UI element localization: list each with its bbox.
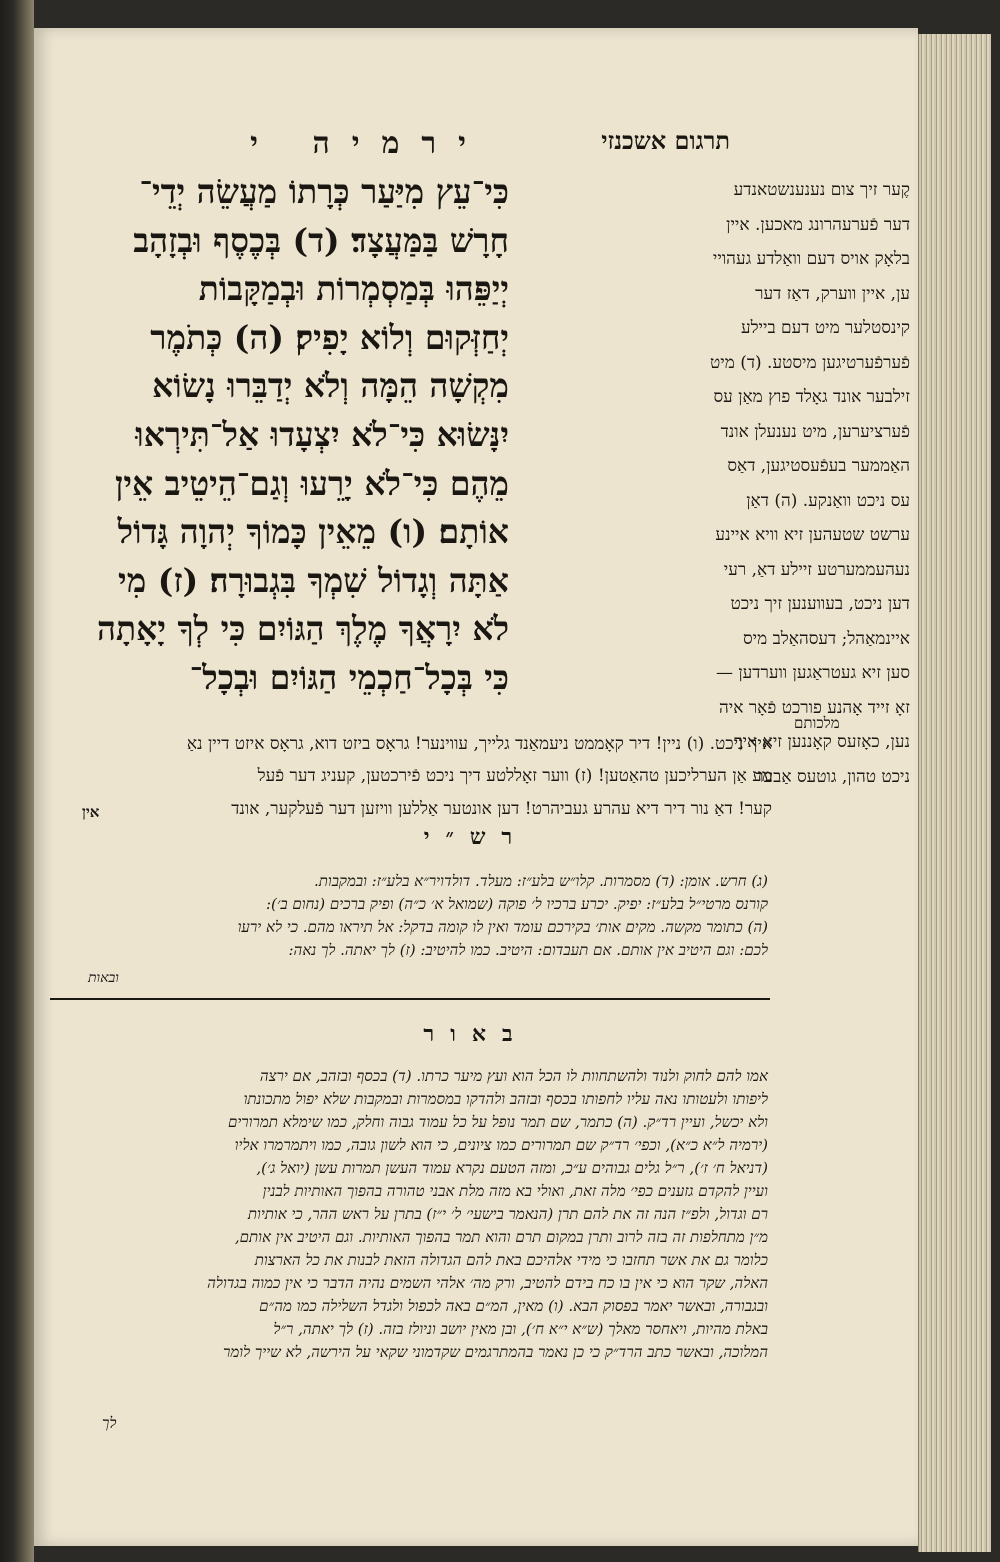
book-chapter-header: ירמיה י <box>250 126 488 161</box>
book-page <box>34 28 918 1546</box>
biur-line: ועיין להקדם גזענים כפי׳ מלה זאת, ואולי בא מזה מלת אבני טהורה בהפוך האותיות לבנין <box>262 1182 768 1200</box>
hebrew-line: יְיַפֵּהוּ בְּמַסְמְרוֹת וּבְמַקָּבוֹת <box>198 269 509 309</box>
biur-line: ליפותו ולעטותו נאה עליו לחפותו בכסף ובזהב ולהדקו במסמרות ובמקבות שלא יפול מתכונתו <box>243 1090 768 1108</box>
catchword-biur: לך <box>102 1414 117 1432</box>
section-divider <box>50 998 770 1000</box>
catchword-translation: אין <box>82 803 100 821</box>
biur-line: (ירמיה ל״א כ״א), וכפי׳ רד״ק שם תמרורים כמו ציונים, כי הוא לשון גובה, כמו ויתמרמרו אליו <box>234 1136 768 1154</box>
translation-line: סען זיא געטראַגען ווערדען — <box>715 663 910 683</box>
translation-line: פֿערציערען, מיט נענעלן אונד <box>720 421 910 442</box>
translation-line: איינמאַהל; דעסהאַלב מיס <box>743 628 910 649</box>
catchword-main: מלכותם <box>794 714 840 732</box>
translation-full-line: איך ניכט. (ו) ניין! דיר קאָממט ניעמאַנד גלייך, עווינער! גראָס ביזט דוא, גראָס איזט דיין נאַ <box>186 734 772 754</box>
translation-column <box>690 173 918 794</box>
hebrew-line: מֵהֶם כִּי־לֹא יָרֵעוּ וְגַם־הֵיטֵיב אֵין <box>114 463 509 503</box>
translation-line: נען, כאָזעס קאָננען זיא איך <box>734 732 910 752</box>
hebrew-text-column <box>97 168 509 703</box>
translation-line: נעהעממערטע זיילע דאַ, רעי <box>723 559 910 580</box>
translation-line: עס ניכט וואַנקע. (ה) דאַן <box>746 490 910 511</box>
translation-line: זאָ זייד אָהנע פורכט פֿאָר איה <box>718 697 910 718</box>
hebrew-line: אַתָּה וְגָדוֹל שִׁמְךָ בִּגְבוּרָה׃ (ז) מִי <box>118 560 509 600</box>
translation-line: האַממער בעפֿעסטיגען, דאַס <box>727 456 910 476</box>
rashi-commentary <box>46 870 768 962</box>
hebrew-line: כִּי בְּכָל־חַכְמֵי הַגּוֹיִם וּבְכָל־ <box>189 657 509 697</box>
translation-line: ניכט טהון, גוטעס אַבער <box>755 766 910 787</box>
hebrew-line: יְחַזְּקוּם וְלוֹא יָפִיק׃ (ה) כְּתֹמֶר <box>150 317 509 357</box>
biur-line: ולא יכשל, ועיין רד״ק. (ה) כתמר, שם תמר נופל על כל עמוד גבוה וחלק, כמו שימלא תמרורים <box>228 1113 768 1131</box>
translation-line: בלאָק אויס דעם וואַלדע געהויי <box>712 249 910 269</box>
biur-line: אמו להם לחוק ולנוד ולהשתחוות לו הכל הוא ועץ מיער כרתו. (ד) בכסף ובזהב, אם ירצה <box>259 1067 768 1085</box>
translation-line: דען ניכט, בעווענען זיך ניכט <box>730 594 910 614</box>
biur-line: מ״ן מתחלפות זה בזה לרוב ותרן במקום תרם והוא תמר בהפוך האותיות. וגם היטיב אין אותם, <box>234 1228 768 1246</box>
translation-line: קֶער זיך צום נענענשטאנדע <box>733 180 910 200</box>
hebrew-line: אוֹתָם׃ (ו) מֵאֵין כָּמוֹךָ יְהוָה גָּדוֹל <box>117 512 509 552</box>
biur-commentary <box>46 1065 768 1364</box>
translation-header: תרגום אשכנזי <box>601 126 730 155</box>
hebrew-line: כִּי־עֵץ מִיַּעַר כְּרָתוֹ מַעֲשֵׂה יְדֵי־ <box>139 172 509 211</box>
hebrew-line: יִנָּשׂוּא כִּי־לֹא יִצְעָדוּ אַל־תִּירְאוּ <box>135 414 509 454</box>
catchword-rashi: ובאות <box>88 970 119 986</box>
hebrew-line: חָרָשׁ בַּמַּעֲצָד׃ (ד) בְּכֶסֶף וּבְזָהָב <box>133 220 509 260</box>
book-spine <box>0 0 34 1562</box>
biur-line: האלה, שקר הוא כי אין בו כח בידם להטיב, ורק מה׳ אלהי השמים נהיה הדבר כי אין כמוה בגדולה <box>207 1274 768 1292</box>
translation-line: זילבער אונד גאָלד פוץ מאַן עס <box>713 387 910 407</box>
biur-line: (דניאל ח׳ ז׳), ר״ל גלים גבוהים ע״כ, ומזה הטעם נקרא עמוד העשן תמרות עשן (יואל ג׳), <box>256 1159 768 1177</box>
rashi-line: קורנס מרטי״ל בלע״ז: יפיק. יכרע ברכיו ל׳ פוקה (שמואל א׳ כ״ה) ופיק ברכים (נחום ב׳): <box>265 895 768 913</box>
biur-heading: באור <box>423 1021 529 1047</box>
translation-line: דער פֿערעהרונג מאכען. איין <box>726 214 910 235</box>
page-edges <box>918 34 991 1552</box>
rashi-line: (ה) כתומר מקשה. מקים אות׳ בקירכם עומד ואין לו קומה בדקל: אל תיראו מהם. כי לא ירעו <box>237 918 768 936</box>
rashi-line: (ג) חרש. אומן: (ד) מסמרות. קלו״ש בלע״ז: מעלד. דולדויר״א בלע״ז: ובמקבות. <box>313 872 768 890</box>
translation-full-line: מע אַן הערליכען טהאַטען! (ז) ווער זאָללטע דיך ניכט פֿירכטען, קעניג דער פֿעל <box>257 766 772 786</box>
biur-line: רם וגדול, ולפ״ז הנה זה את להם תרן (הנאמר בישעי׳ ל׳ י״ז) בתרן על ראש ההר, כי אותיות <box>247 1205 768 1223</box>
translation-full-line: קער! דאַ נור דיר דיא עהרע געביהרט! דען אונטער אַללען וויזען דער פֿעלקער, אונד <box>231 799 772 819</box>
translation-line: ען, איין ווערק, דאַז דער <box>755 283 910 304</box>
biur-line: באלת מהיות, ויאחסר מאלך (ש״א י״א ח׳), ובן מאין יושב וניולז בזה. (ז) לך יאתה, ר״ל <box>273 1320 768 1338</box>
hebrew-line: לֹא יִרָאֲךָ מֶלֶךְ הַגּוֹיִם כִּי לְךָ יָאָתָה <box>97 609 509 649</box>
rashi-line: לכם: וגם היטיב אין אותם. אם תעבדום: היטיב. כמו להיטיב: (ז) לך יאתה. לך נאה: <box>288 941 768 959</box>
rashi-heading: רש״י <box>423 824 529 850</box>
biur-line: המלוכה, ובאשר כתב הרד״ק כי כן נאמר בהמתרגמים שקדמוני שקאי על הירשה, לא שייך לומר <box>223 1343 768 1361</box>
biur-line: ובגבורה, ובאשר יאמר בפסוק הבא. (ו) מאין, המ״ם באה לכפול ולגדל השלילה כמו מה״ם <box>259 1297 768 1315</box>
biur-line: כלומר גם את אשר תחזבו כי מידי אלהיכם באת להם הגדולה הזאת לבנות את כל הארצות <box>254 1251 768 1269</box>
hebrew-line: מִקְשָׁה הֵמָּה וְלֹא יְדַבֵּרוּ נָשׂוֹא <box>152 366 509 406</box>
translation-line: ערשט שטעהען זיא וויא איינע <box>715 525 910 545</box>
translation-line: פֿערפֿערטיגען מיסטע. (ד) מיט <box>710 352 910 373</box>
translation-line: קינסטלער מיט דעם ביילע <box>740 318 910 338</box>
